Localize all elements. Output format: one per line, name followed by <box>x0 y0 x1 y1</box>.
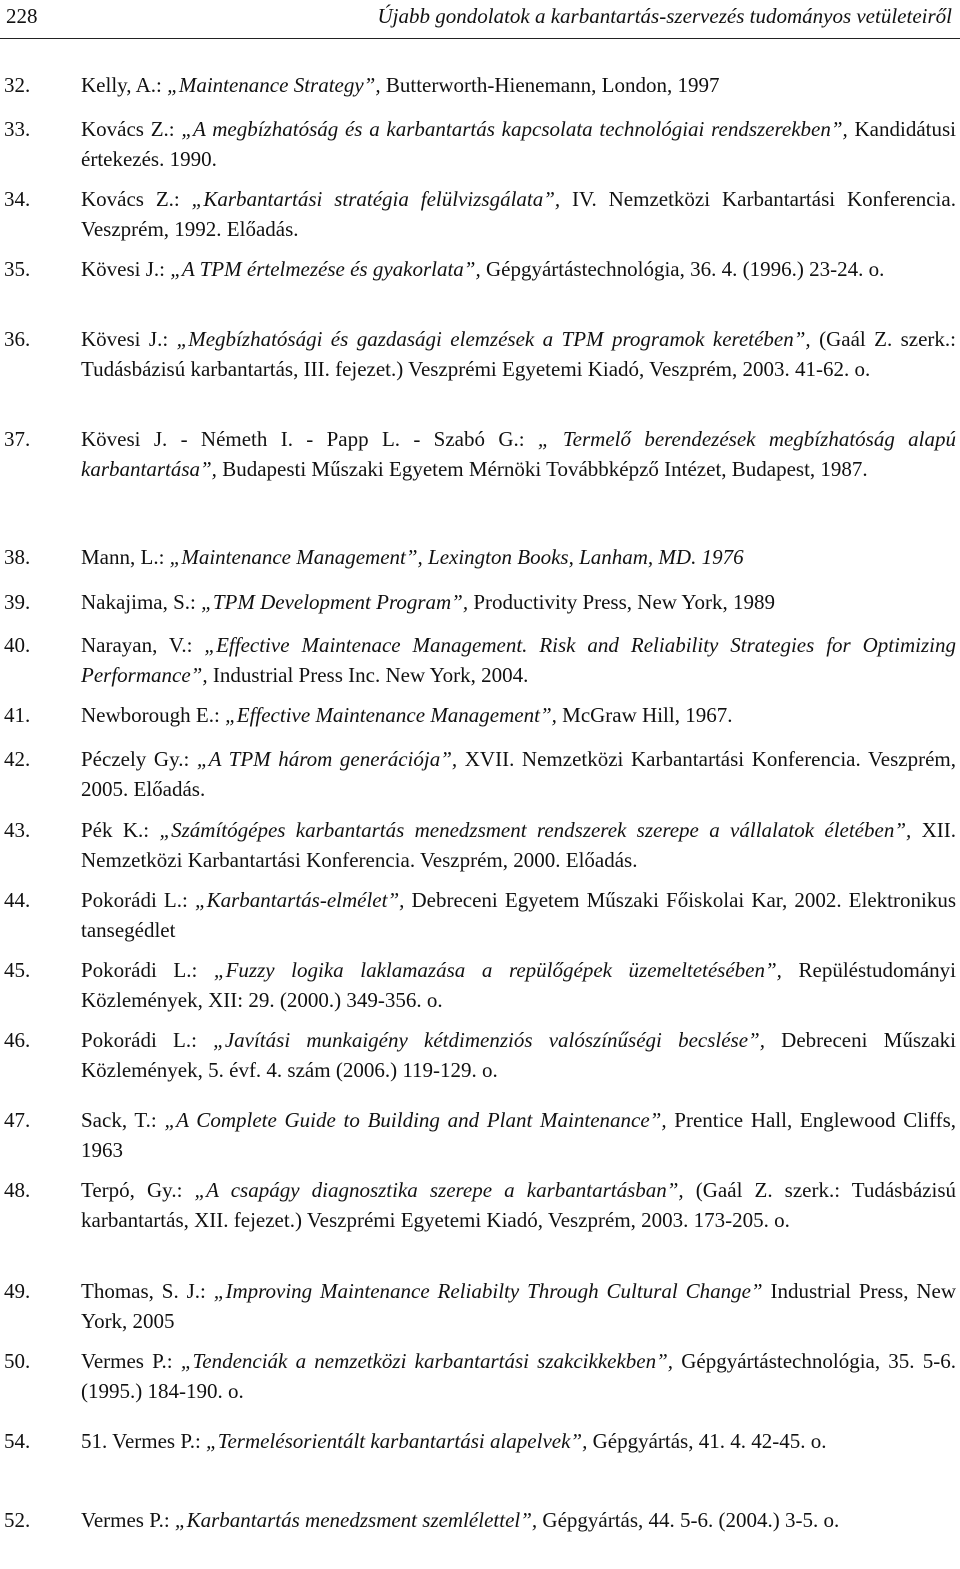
reference-number: 38. <box>4 545 31 569</box>
reference-title: „A csapágy diagnosztika szerepe a karbantartásban”, <box>194 1178 684 1202</box>
reference-title: „Számítógépes karbantartás menedzsment rendszerek szerepe a vállalatok életében”, <box>159 818 912 842</box>
reference-item <box>4 254 956 284</box>
reference-segment: Pokorádi L.: <box>81 958 214 982</box>
reference-segment: Gépgyártás, 44. 5-6. (2004.) 3-5. o. <box>537 1508 840 1532</box>
reference-text <box>81 1505 956 1535</box>
reference-item <box>4 70 956 100</box>
reference-number: 52. <box>4 1508 31 1532</box>
reference-text <box>81 630 956 690</box>
reference-item <box>4 542 956 572</box>
reference-text <box>81 424 956 484</box>
reference-number: 36. <box>4 327 31 351</box>
reference-title: „Javítási munkaigény kétdimenziós valószínűségi becslése”, <box>213 1028 765 1052</box>
reference-item <box>4 1505 956 1535</box>
reference-segment: Kandidátusi értekezés. 1990. <box>81 117 956 171</box>
reference-item <box>4 324 956 384</box>
reference-item <box>4 955 956 1015</box>
reference-number: 40. <box>4 633 31 657</box>
reference-item <box>4 815 956 875</box>
reference-number: 48. <box>4 1178 31 1202</box>
reference-segment: 51. Vermes P.: <box>81 1429 207 1453</box>
reference-item <box>4 1105 956 1165</box>
reference-title: „Karbantartás menedzsment szemlélettel”, <box>174 1508 538 1532</box>
reference-item <box>4 885 956 945</box>
reference-item <box>4 114 956 174</box>
page-number: 228 <box>6 4 38 28</box>
reference-text <box>81 542 956 572</box>
reference-segment: Debreceni Műszaki Közlemények, 5. évf. 4. szám (2006.) 119-129. o. <box>81 1028 956 1082</box>
reference-segment: Kovács Z.: <box>81 187 192 211</box>
reference-segment: Prentice Hall, Englewood Cliffs, 1963 <box>81 1108 956 1162</box>
reference-segment: Kelly, A.: <box>81 73 168 97</box>
reference-item <box>4 424 956 484</box>
reference-segment: Thomas, S. J.: <box>81 1279 214 1303</box>
reference-segment: XII. Nemzetközi Karbantartási Konferencia. Veszprém, 2000. Előadás. <box>81 818 957 872</box>
reference-item <box>4 1175 956 1235</box>
header-rule <box>0 38 960 39</box>
reference-segment: Péczely Gy.: <box>81 747 197 771</box>
reference-segment: Vermes P.: <box>81 1349 181 1373</box>
reference-number: 34. <box>4 187 31 211</box>
reference-item <box>4 630 956 690</box>
reference-segment: Gépgyártástechnológia, 36. 4. (1996.) 23-24. o. <box>480 257 885 281</box>
reference-text <box>81 955 956 1015</box>
reference-title: „Termelésorientált karbantartási alapelvek”, <box>206 1429 588 1453</box>
reference-segment: Newborough E.: <box>81 703 226 727</box>
reference-text <box>81 1426 956 1456</box>
reference-text <box>81 885 956 945</box>
reference-number: 44. <box>4 888 31 912</box>
reference-number: 33. <box>4 117 31 141</box>
reference-title: „Tendenciák a nemzetközi karbantartási szakcikkekben”, <box>180 1349 674 1373</box>
reference-segment: Nakajima, S.: <box>81 590 202 614</box>
reference-segment: Pék K.: <box>81 818 160 842</box>
reference-title: „Effective Maintenace Management. Risk and Reliability Strategies for Optimizing Performance”, <box>81 633 956 687</box>
reference-number: 47. <box>4 1108 31 1132</box>
reference-text <box>81 70 956 100</box>
reference-title: „A TPM három generációja”, <box>196 747 458 771</box>
reference-title: „A TPM értelmezése és gyakorlata”, <box>170 257 481 281</box>
reference-segment: (Gaál Z. szerk.: Tudásbázisú karbantartás, XII. fejezet.) Veszprémi Egyetemi Kiadó, Veszprém, 2003. 173-205. o. <box>81 1178 956 1232</box>
reference-item <box>4 184 956 244</box>
reference-title: „Fuzzy logika laklamazása a repülőgépek üzemeltetésében”, <box>213 958 782 982</box>
reference-text <box>81 700 956 730</box>
reference-text <box>81 1346 956 1406</box>
reference-segment: Vermes P.: <box>81 1508 175 1532</box>
reference-number: 50. <box>4 1349 31 1373</box>
reference-segment: (Gaál Z. szerk.: Tudásbázisú karbantartás, III. fejezet.) Veszprémi Egyetemi Kiadó, Veszprém, 2003. 41-62. o. <box>81 327 957 381</box>
reference-title: „Maintenance Management”, Lexington Books, Lanham, MD. 1976 <box>169 545 744 569</box>
reference-number: 43. <box>4 818 31 842</box>
reference-segment: Budapesti Műszaki Egyetem Mérnöki Továbbképző Intézet, Budapest, 1987. <box>216 457 868 481</box>
reference-segment: Kovács Z.: <box>81 117 182 141</box>
reference-segment: Mann, L.: <box>81 545 170 569</box>
reference-number: 46. <box>4 1028 31 1052</box>
reference-number: 54. <box>4 1429 31 1453</box>
reference-segment: Industrial Press, New York, 2005 <box>81 1279 957 1333</box>
reference-segment: Productivity Press, New York, 1989 <box>468 590 775 614</box>
reference-number: 45. <box>4 958 31 982</box>
reference-number: 35. <box>4 257 31 281</box>
reference-text <box>81 744 956 804</box>
reference-segment: Debreceni Egyetem Műszaki Főiskolai Kar, 2002. Elektronikus tansegédlet <box>81 888 956 942</box>
reference-title: „Effective Maintenance Management”, <box>225 703 557 727</box>
reference-segment: Butterworth-Hienemann, London, 1997 <box>380 73 720 97</box>
page-header <box>0 0 960 40</box>
reference-segment: XVII. Nemzetközi Karbantartási Konferencia. Veszprém, 2005. Előadás. <box>81 747 957 801</box>
reference-item <box>4 744 956 804</box>
reference-text <box>81 1175 956 1235</box>
reference-number: 42. <box>4 747 31 771</box>
reference-title: „Maintenance Strategy”, <box>167 73 381 97</box>
reference-segment: McGraw Hill, 1967. <box>556 703 733 727</box>
reference-number: 41. <box>4 703 31 727</box>
reference-segment: Gépgyártás, 41. 4. 42-45. o. <box>587 1429 827 1453</box>
reference-segment: Industrial Press Inc. New York, 2004. <box>207 663 529 687</box>
reference-title: „TPM Development Program”, <box>201 590 469 614</box>
running-title: Újabb gondolatok a karbantartás-szervezés tudományos vetületeiről <box>377 4 952 28</box>
reference-title: „A Complete Guide to Building and Plant Maintenance”, <box>164 1108 667 1132</box>
reference-segment: IV. Nemzetközi Karbantartási Konferencia. Veszprém, 1992. Előadás. <box>81 187 956 241</box>
reference-title: „Karbantartási stratégia felülvizsgálata”, <box>191 187 561 211</box>
reference-title: „ Termelő berendezések megbízhatóság alapú karbantartása”, <box>81 427 956 481</box>
reference-item <box>4 700 956 730</box>
reference-segment: Pokorádi L.: <box>81 888 195 912</box>
reference-text <box>81 1276 956 1336</box>
reference-segment: Repüléstudományi Közlemények, XII: 29. (2000.) 349-356. o. <box>81 958 956 1012</box>
reference-item <box>4 587 956 617</box>
reference-text <box>81 184 956 244</box>
reference-text <box>81 815 956 875</box>
reference-title: „Karbantartás-elmélet”, <box>194 888 405 912</box>
reference-item <box>4 1025 956 1085</box>
reference-text <box>81 254 956 284</box>
reference-segment: Gépgyártástechnológia, 35. 5-6. (1995.) 184-190. o. <box>81 1349 956 1403</box>
reference-number: 39. <box>4 590 31 614</box>
reference-segment: Narayan, V.: <box>81 633 205 657</box>
reference-title: „Improving Maintenance Reliabilty Through Cultural Change” <box>213 1279 763 1303</box>
reference-item <box>4 1346 956 1406</box>
reference-text <box>81 1025 956 1085</box>
reference-title: „Megbízhatósági és gazdasági elemzések a TPM programok keretében”, <box>176 327 811 351</box>
reference-segment: Kövesi J. - Németh I. - Papp L. - Szabó G.: <box>81 427 538 451</box>
reference-segment: Pokorádi L.: <box>81 1028 214 1052</box>
reference-segment: Kövesi J.: <box>81 257 171 281</box>
reference-segment: Terpó, Gy.: <box>81 1178 195 1202</box>
reference-number: 32. <box>4 73 31 97</box>
reference-text <box>81 587 956 617</box>
reference-segment: Sack, T.: <box>81 1108 165 1132</box>
reference-text <box>81 324 956 384</box>
reference-item <box>4 1276 956 1336</box>
reference-number: 49. <box>4 1279 31 1303</box>
reference-item <box>4 1426 956 1456</box>
reference-text <box>81 114 956 174</box>
reference-number: 37. <box>4 427 31 451</box>
reference-title: „A megbízhatóság és a karbantartás kapcsolata technológiai rendszerekben”, <box>181 117 848 141</box>
reference-segment: Kövesi J.: <box>81 327 177 351</box>
reference-text <box>81 1105 956 1165</box>
